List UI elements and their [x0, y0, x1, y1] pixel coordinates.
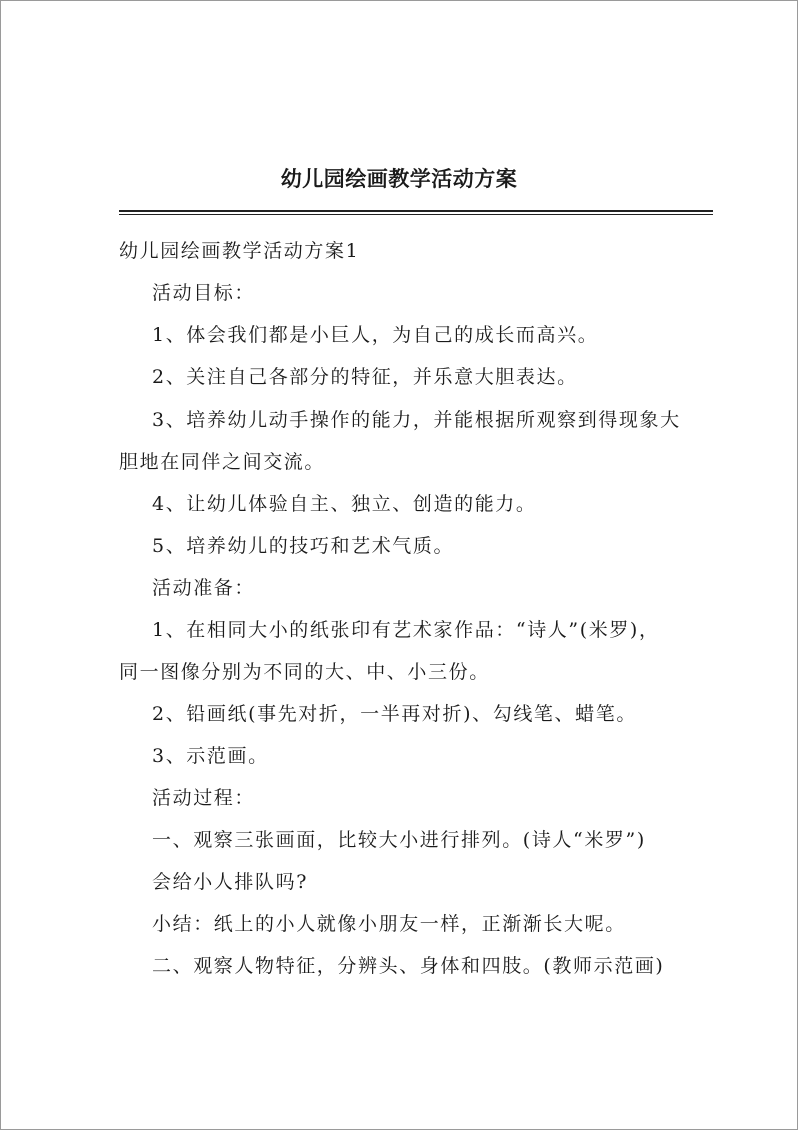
paragraph-line: 活动准备：: [152, 577, 256, 599]
paragraph-line: 一、观察三张画面，比较大小进行排列。(诗人“米罗”): [152, 829, 646, 851]
paragraph-line: 活动过程：: [152, 787, 256, 809]
paragraph-line: 4、让幼儿体验自主、独立、创造的能力。: [152, 493, 537, 515]
paragraph-line: 胆地在同伴之间交流。: [119, 451, 326, 473]
paragraph-line: 5、培养幼儿的技巧和艺术气质。: [152, 535, 455, 557]
paragraph-line: 2、铅画纸(事先对折，一半再对折)、勾线笔、蜡笔。: [152, 703, 637, 725]
paragraph-line: 会给小人排队吗?: [152, 871, 308, 893]
paragraph-line: 3、示范画。: [152, 745, 269, 767]
title-rule-thick: [119, 210, 713, 212]
document-title: 幼儿园绘画教学活动方案: [280, 166, 518, 191]
title-rule-thin: [119, 214, 713, 215]
paragraph-line: 2、关注自己各部分的特征，并乐意大胆表达。: [152, 366, 578, 388]
section-heading: 幼儿园绘画教学活动方案1: [119, 240, 360, 262]
paragraph-line: 小结：纸上的小人就像小朋友一样，正渐渐长大呢。: [152, 913, 626, 935]
paragraph-line: 1、在相同大小的纸张印有艺术家作品：“诗人”(米罗)，: [152, 619, 660, 641]
paragraph-line: 二、观察人物特征，分辨头、身体和四肢。(教师示范画): [152, 955, 665, 977]
paragraph-line: 1、体会我们都是小巨人，为自己的成长而高兴。: [152, 324, 599, 346]
paragraph-line: 同一图像分别为不同的大、中、小三份。: [119, 661, 490, 683]
paragraph-line: 3、培养幼儿动手操作的能力，并能根据所观察到得现象大: [152, 409, 681, 431]
paragraph-line: 活动目标：: [152, 282, 256, 304]
